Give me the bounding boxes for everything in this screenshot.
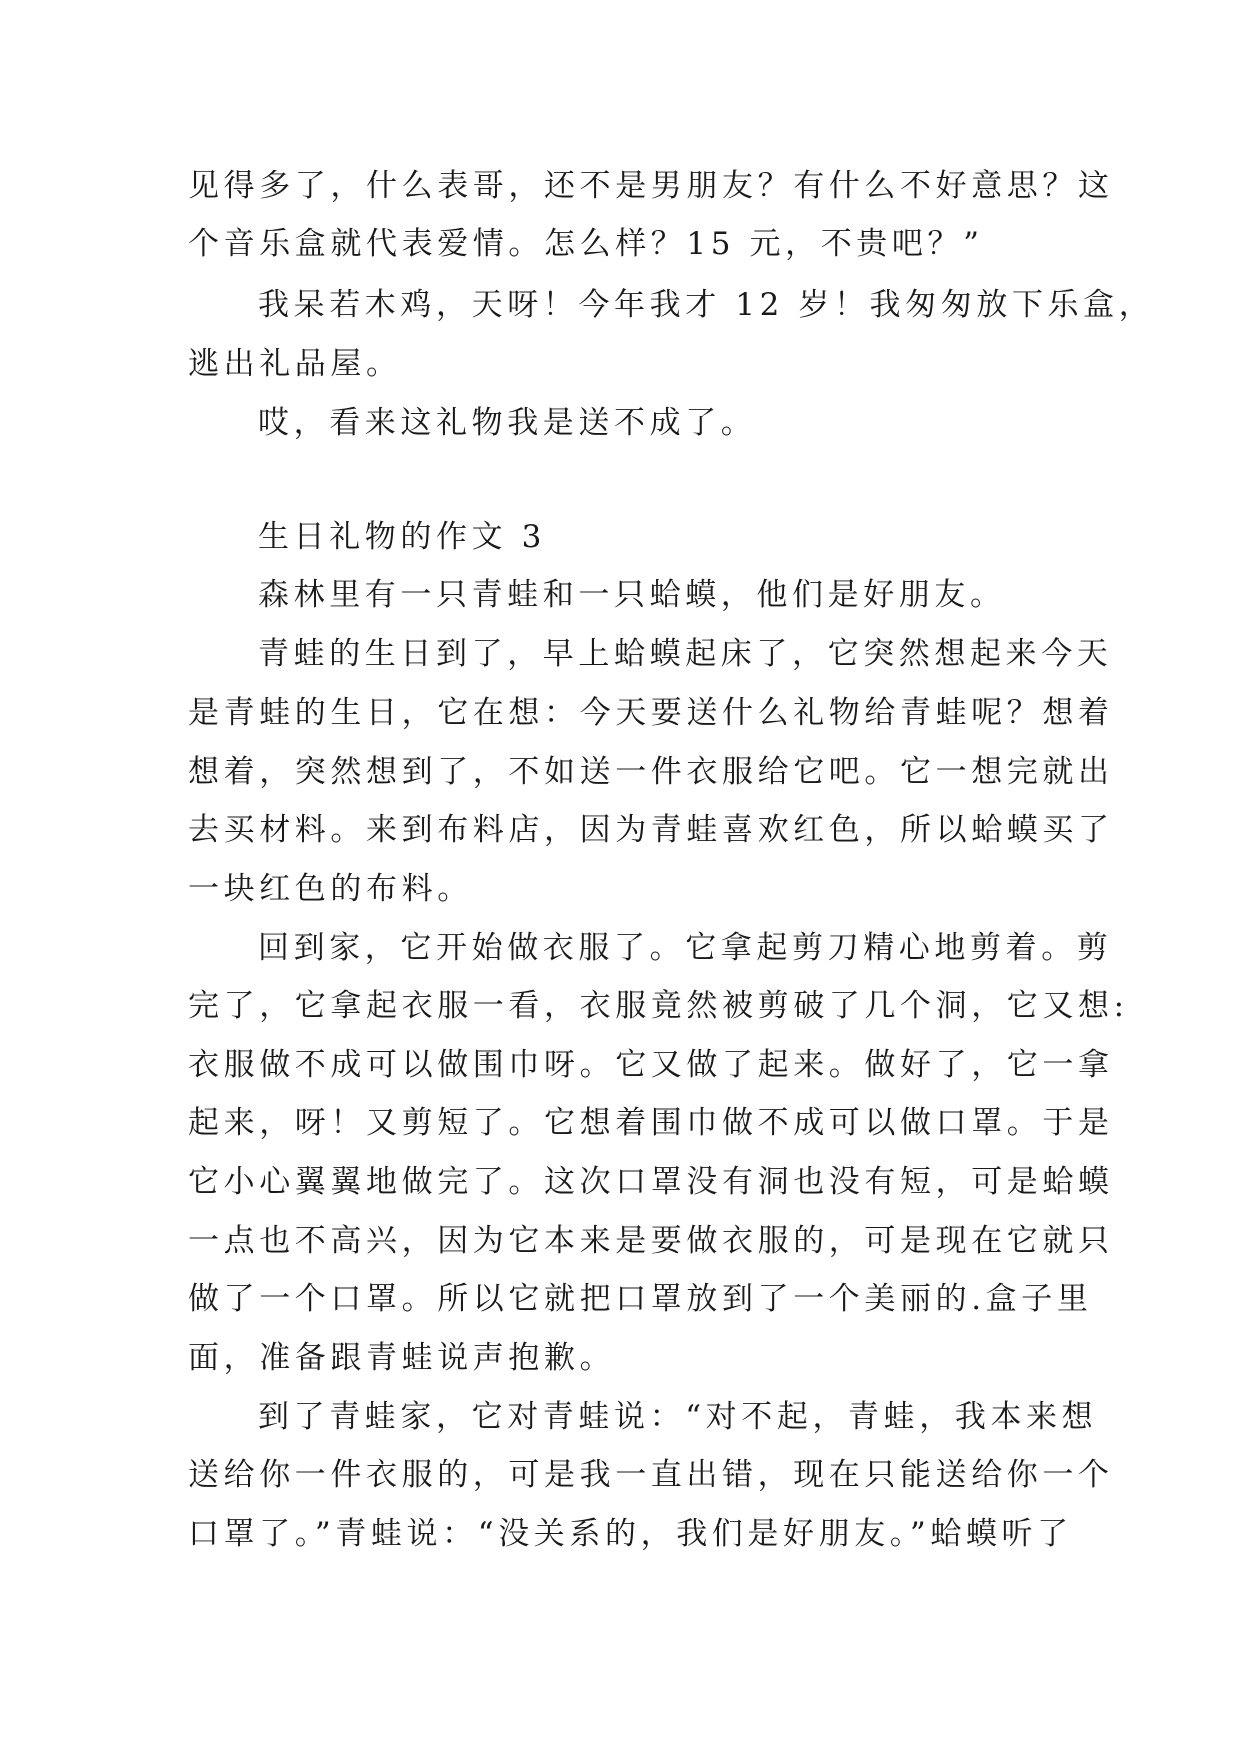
- paragraph-line: 我呆若木鸡，天呀！今年我才 12 岁！我匆匆放下乐盒，: [258, 287, 1155, 323]
- paragraph-line: 青蛙的生日到了，早上蛤蟆起床了，它突然想起来今天: [258, 636, 1113, 672]
- paragraph-line: 逃出礼品屋。: [188, 346, 402, 382]
- paragraph-line: 想着，突然想到了，不如送一件衣服给它吧。它一想完就出: [188, 754, 1114, 790]
- paragraph-line: 起来，呀！又剪短了。它想着围巾做不成可以做口罩。于是: [188, 1105, 1114, 1141]
- paragraph-line: 面，准备跟青蛙说声抱歉。: [188, 1340, 616, 1376]
- paragraph-line: 去买材料。来到布料店，因为青蛙喜欢红色，所以蛤蟆买了: [188, 812, 1114, 848]
- paragraph-line: 个音乐盒就代表爱情。怎么样？15 元，不贵吧？”: [188, 226, 984, 262]
- paragraph-line: 森林里有一只青蛙和一只蛤蟆，他们是好朋友。: [258, 577, 1006, 613]
- paragraph-line: 做了一个口罩。所以它就把口罩放到了一个美丽的.盒子里: [188, 1281, 1093, 1317]
- paragraph-line: 完了，它拿起衣服一看，衣服竟然被剪破了几个洞，它又想:: [188, 988, 1129, 1024]
- paragraph-line: 哎，看来这礼物我是送不成了。: [258, 405, 757, 441]
- paragraph-line: 它小心翼翼地做完了。这次口罩没有洞也没有短，可是蛤蟆: [188, 1164, 1114, 1200]
- paragraph-line: 送给你一件衣服的，可是我一直出错，现在只能送给你一个: [188, 1457, 1114, 1493]
- paragraph-line: 口罩了。”青蛙说：“没关系的，我们是好朋友。”蛤蟆听了: [188, 1516, 1073, 1552]
- section-heading: 生日礼物的作文 3: [258, 519, 546, 555]
- paragraph-line: 一点也不高兴，因为它本来是要做衣服的，可是现在它就只: [188, 1223, 1114, 1259]
- paragraph-line: 回到家，它开始做衣服了。它拿起剪刀精心地剪着。剪: [258, 930, 1113, 966]
- paragraph-line: 见得多了，什么表哥，还不是男朋友？有什么不好意思？这: [188, 168, 1114, 204]
- paragraph-line: 一块红色的布料。: [188, 871, 473, 907]
- paragraph-line: 衣服做不成可以做围巾呀。它又做了起来。做好了，它一拿: [188, 1047, 1114, 1083]
- paragraph-line: 到了青蛙家，它对青蛙说：“对不起，青蛙，我本来想: [258, 1399, 1098, 1435]
- paragraph-line: 是青蛙的生日，它在想：今天要送什么礼物给青蛙呢？想着: [188, 695, 1114, 731]
